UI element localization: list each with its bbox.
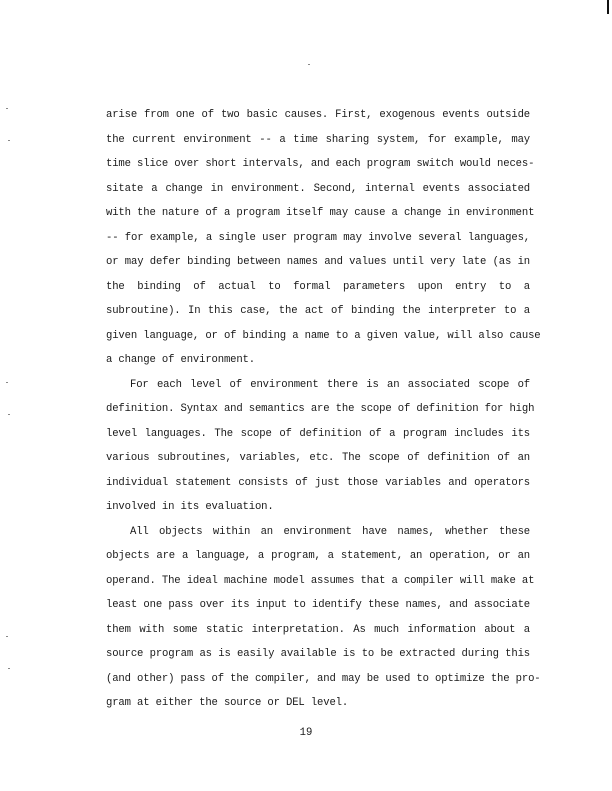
text-line: or may defer binding between names and values until very late (as in	[106, 256, 530, 268]
scan-speck	[8, 140, 10, 141]
text-line: All objects within an environment have names, whether these	[130, 525, 530, 538]
text-line: subroutine). In this case, the act of binding the interpreter to a	[106, 305, 530, 317]
text-line: objects are a language, a program, a statement, an operation, or an	[106, 550, 530, 562]
text-line: individual statement consists of just those variables and operators	[106, 476, 530, 489]
text-line: the binding of actual to formal parameters upon entry to a	[106, 280, 530, 293]
text-line: gram at either the source or DEL level.	[106, 697, 349, 709]
text-line: arise from one of two basic causes. First, exogenous events outside	[106, 109, 530, 121]
text-line: the current environment -- a time sharing system, for example, may	[106, 133, 530, 146]
text-line: involved in its evaluation.	[106, 501, 274, 513]
text-line: a change of environment.	[106, 354, 255, 366]
page-number: 19	[299, 727, 313, 739]
scan-speck	[6, 382, 8, 383]
scan-speck	[6, 108, 8, 109]
body-text	[106, 103, 541, 716]
text-line: -- for example, a single user program may involve several languages,	[106, 231, 530, 244]
text-line: with the nature of a program itself may cause a change in environment	[106, 207, 535, 219]
scan-speck	[6, 636, 8, 637]
text-line: level languages. The scope of definition of a program includes its	[106, 427, 530, 440]
scan-speck	[8, 414, 10, 415]
text-line: time slice over short intervals, and each program switch would neces-	[106, 158, 535, 170]
scan-speck	[308, 64, 310, 65]
text-line: (and other) pass of the compiler, and may be used to optimize the pro-	[106, 672, 541, 685]
text-line: operand. The ideal machine model assumes that a compiler will make at	[106, 574, 535, 587]
scan-edge-mark	[607, 0, 609, 14]
text-line: sitate a change in environment. Second, internal events associated	[106, 182, 530, 195]
text-line: source program as is easily available is to be extracted during this	[106, 648, 530, 660]
text-line: them with some static interpretation. As much information about a	[106, 623, 530, 636]
paragraph	[106, 520, 541, 716]
text-line: given language, or of binding a name to a given value, will also cause	[106, 329, 541, 342]
scan-speck	[8, 668, 10, 669]
text-line: For each level of environment there is an associated scope of	[130, 378, 530, 391]
text-line: least one pass over its input to identify these names, and associate	[106, 599, 530, 611]
text-line: various subroutines, variables, etc. The scope of definition of an	[106, 452, 530, 464]
paragraph	[106, 373, 535, 520]
text-line: definition. Syntax and semantics are the scope of definition for high	[106, 403, 535, 415]
paragraph	[106, 103, 541, 373]
